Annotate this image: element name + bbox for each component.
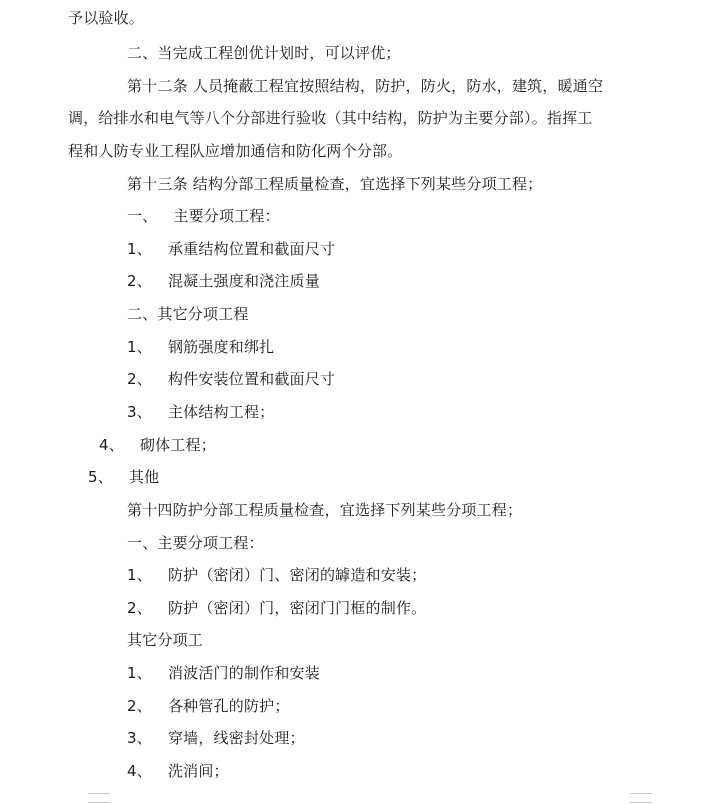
list-marker: 3、 (127, 729, 152, 747)
list-marker: 1、 (127, 338, 152, 356)
text-line-24 (127, 761, 229, 781)
line-text: 各种管孔的防护； (167, 697, 290, 715)
list-marker: 1、 (127, 240, 152, 258)
line-text: 二、当完成工程创优计划时，可以评优； (127, 44, 401, 62)
list-marker: 2、 (127, 272, 152, 290)
text-line-11 (127, 337, 274, 357)
page-corner-mark-right (630, 793, 652, 803)
text-line-22 (127, 696, 290, 716)
text-line-17 (127, 533, 264, 553)
text-line-13 (127, 402, 274, 422)
list-marker: 3、 (127, 403, 152, 421)
list-marker: 4、 (99, 436, 124, 454)
text-line-6 (127, 174, 542, 194)
line-text: 混凝土强度和浇注质量 (167, 272, 320, 290)
line-text: 主要分项工程： (173, 207, 280, 225)
line-text: 调，给排水和电气等八个分部进行验收（其中结构，防护为主要分部）。指挥工 (68, 109, 593, 127)
line-text: 砌体工程； (139, 436, 216, 454)
line-text: 构件安装位置和截面尺寸 (167, 370, 336, 388)
line-text: 承重结构位置和截面尺寸 (167, 240, 336, 258)
text-line-3 (127, 76, 603, 96)
line-text: 洗消间； (167, 762, 229, 780)
text-line-4 (68, 108, 593, 128)
line-text: 第十四防护分部工程质量检查，宜选择下列某些分项工程； (127, 501, 523, 519)
line-text: 穿墙，线密封处理； (167, 729, 305, 747)
line-text: 消波活门的制作和安装 (167, 664, 320, 682)
list-marker: 2、 (127, 599, 152, 617)
text-line-12 (127, 369, 335, 389)
line-text: 程和人防专业工程队应增加通信和防化两个分部。 (68, 142, 403, 160)
line-text: 其它分项工 (127, 631, 204, 649)
text-line-19 (127, 598, 426, 618)
text-line-20 (127, 630, 203, 650)
text-line-14 (99, 435, 216, 455)
line-text: 第十三条 结构分部工程质量检查，宜选择下列某些分项工程； (127, 175, 543, 193)
text-line-16 (127, 500, 522, 520)
text-line-23 (127, 728, 305, 748)
text-line-7 (127, 206, 280, 226)
text-line-15 (88, 467, 159, 487)
line-text: 钢筋强度和绑扎 (167, 338, 275, 356)
text-line-18 (127, 565, 426, 585)
line-text: 一、主要分项工程： (127, 534, 264, 552)
line-text: 主体结构工程； (167, 403, 275, 421)
list-marker: 2、 (127, 697, 152, 715)
line-text: 防护（密闭）门，密闭门门框的制作。 (167, 599, 427, 617)
list-marker: 2、 (127, 370, 152, 388)
page-corner-mark-left (88, 793, 110, 803)
text-line-5 (68, 141, 402, 161)
list-marker: 一、 (127, 207, 158, 225)
text-line-10 (127, 304, 249, 324)
text-line-9 (127, 271, 320, 291)
list-marker: 5、 (88, 468, 113, 486)
list-marker: 4、 (127, 762, 152, 780)
text-line-21 (127, 663, 320, 683)
list-marker: 1、 (127, 664, 152, 682)
line-text: 第十二条 人员掩蔽工程宜按照结构，防护，防火，防水，建筑，暖通空 (127, 77, 604, 95)
list-marker: 1、 (127, 566, 152, 584)
line-text: 防护（密闭）门、密闭的罅造和安装； (167, 566, 427, 584)
line-text: 其他 (128, 468, 160, 486)
text-line-1 (68, 8, 144, 28)
line-text: 二、其它分项工程 (127, 305, 249, 323)
text-line-2 (127, 43, 401, 63)
text-line-8 (127, 239, 335, 259)
line-text: 予以验收。 (68, 9, 145, 27)
